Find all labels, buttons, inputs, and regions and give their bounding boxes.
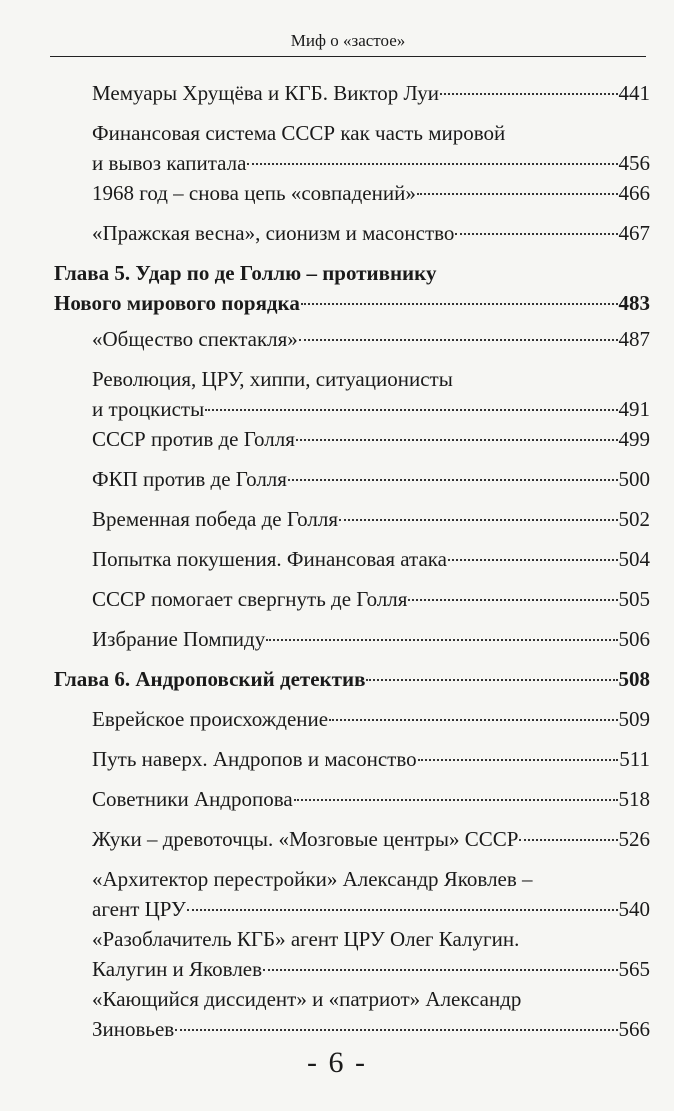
toc-entry: 1968 год – снова цепь «совпадений» 466 (92, 181, 650, 205)
toc-entry: Временная победа де Голля 502 (92, 507, 650, 531)
running-header: Миф о «застое» (50, 26, 646, 57)
toc-entry: Путь наверх. Андропов и масонство 511 (92, 747, 650, 771)
toc-entry: Мемуары Хрущёва и КГБ. Виктор Луи 441 (92, 81, 650, 105)
toc-entry: ФКП против де Голля 500 (92, 467, 650, 491)
toc-entry: Советники Андропова 518 (92, 787, 650, 811)
chapter-entry: Глава 6. Андроповский детектив 508 (54, 667, 650, 691)
toc-entry: Финансовая система СССР как часть мировой и вывоз капитала 456 (92, 121, 650, 175)
page-number: - 6 - (307, 1046, 367, 1079)
toc-entry: СССР против де Голля 499 (92, 427, 650, 451)
toc-entry: Еврейское происхождение 509 (92, 707, 650, 731)
toc-entry: СССР помогает свергнуть де Голля 505 (92, 587, 650, 611)
toc-entry: Попытка покушения. Финансовая атака 504 (92, 547, 650, 571)
toc-entry: «Архитектор перестройки» Александр Яковлев – агент ЦРУ 540 (92, 867, 650, 921)
toc-entry: «Разоблачитель КГБ» агент ЦРУ Олег Калугин. Калугин и Яковлев 565 (92, 927, 650, 981)
toc-entry: Жуки – древоточцы. «Мозговые центры» СССР 526 (92, 827, 650, 851)
toc-entry: «Пражская весна», сионизм и масонство 467 (92, 221, 650, 245)
chapter-entry: Глава 5. Удар по де Голлю – противнику Нового мирового порядка 483 (54, 261, 650, 315)
toc-entry: «Кающийся диссидент» и «патриот» Александр Зиновьев 566 (92, 987, 650, 1041)
toc-entry: «Общество спектакля» 487 (92, 327, 650, 351)
toc-entry: Революция, ЦРУ, хиппи, ситуационисты и троцкисты 491 (92, 367, 650, 421)
toc-entry: Избрание Помпиду 506 (92, 627, 650, 651)
